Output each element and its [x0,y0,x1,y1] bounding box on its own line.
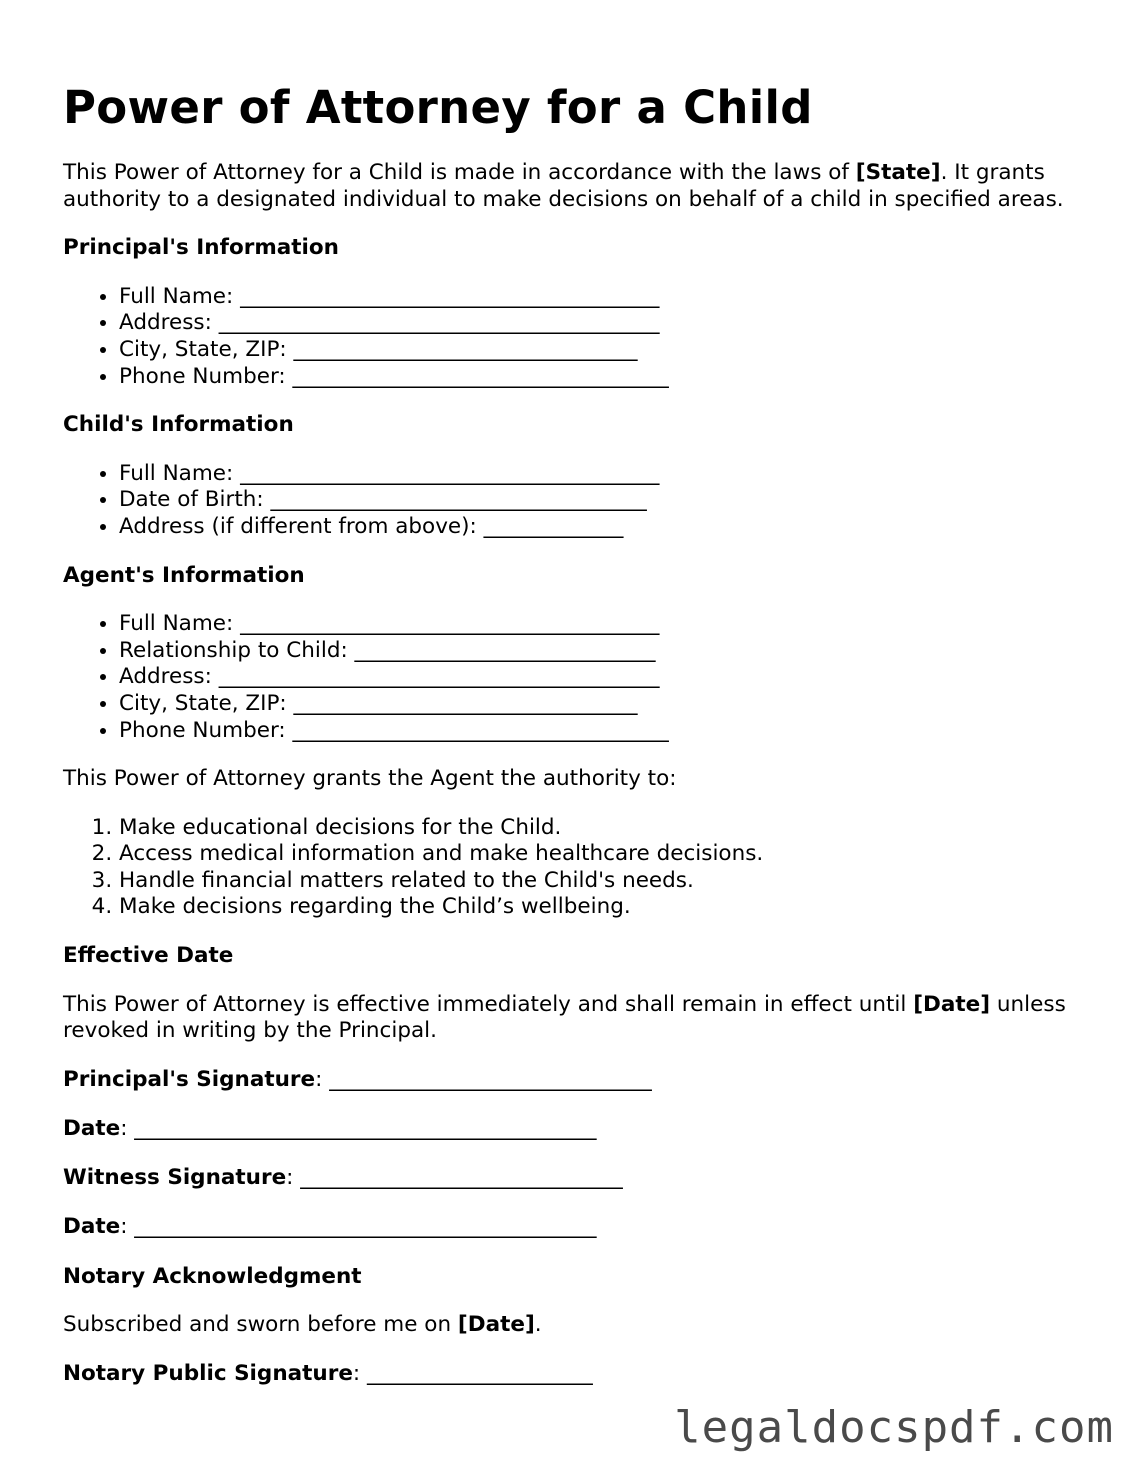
list-item [119,364,1073,391]
watermark: legaldocspdf.com [674,1402,1114,1453]
principal-signature-label: Principal's Signature [63,1066,316,1092]
field-blank[interactable]: _____________ [483,513,624,539]
effective-text-end: unless revoked in writing by the Principal. [63,991,1066,1044]
field-label: Full Name: [119,611,241,637]
notary-signature-blank[interactable]: : _____________________ [352,1360,593,1386]
field-label: Full Name: [119,283,241,309]
notary-heading: Notary Acknowledgment [63,1263,362,1289]
notary-text-end: . [534,1312,542,1338]
list-item [119,514,1073,541]
document-title: Power of Attorney for a Child [63,81,813,134]
principal-fields [63,284,1073,390]
document-page [63,78,1073,1410]
intro-paragraph [63,160,1073,213]
notary-signature-line [63,1361,1073,1388]
list-item [119,638,1073,665]
field-label: Relationship to Child: [119,637,355,663]
field-label: Phone Number: [119,717,293,743]
list-item [119,337,1073,364]
field-label: City, State, ZIP: [119,690,294,716]
principal-heading: Principal's Information [63,235,339,261]
list-item [119,664,1073,691]
notary-signature-label: Notary Public Signature [63,1360,353,1386]
field-label: Address: [119,310,219,336]
field-blank[interactable]: _______________________________________ [240,460,660,486]
principal-signature-line [63,1067,1073,1094]
intro-text-start: This Power of Attorney for a Child is made in accordance with the laws of [63,160,856,185]
grants-intro: This Power of Attorney grants the Agent the authority to: [63,766,677,792]
witness-signature-line [63,1165,1073,1192]
field-blank[interactable]: _________________________________________ [218,664,660,690]
list-item: 1. Make educational decisions for the Child. [119,815,1073,842]
witness-signature-blank[interactable]: : ______________________________ [286,1165,623,1191]
field-label: City, State, ZIP: [119,336,294,362]
date-line [63,1116,1073,1143]
list-item: 2. Access medical information and make healthcare decisions. [119,841,1073,868]
effective-text-start: This Power of Attorney is effective immediately and shall remain in effect until [63,991,914,1017]
field-blank[interactable]: ___________________________________ [270,487,647,513]
list-item [119,718,1073,745]
notary-date-placeholder: [Date] [457,1312,535,1338]
field-label: Address (if different from above): [119,513,484,539]
field-blank[interactable]: _______________________________________ [240,283,660,309]
field-blank[interactable]: _________________________________________ [218,310,660,336]
witness-signature-label: Witness Signature [63,1165,287,1191]
field-blank[interactable]: ___________________________________ [292,363,669,389]
child-heading: Child's Information [63,412,294,438]
list-item: 4. Make decisions regarding the Child’s wellbeing. [119,894,1073,921]
notary-text-start: Subscribed and sworn before me on [63,1312,458,1338]
state-placeholder: [State] [855,160,941,185]
date-blank[interactable]: : ___________________________________________ [120,1214,597,1240]
effective-heading: Effective Date [63,943,234,969]
agent-fields [63,611,1073,744]
list-item [119,310,1073,337]
list-item [119,691,1073,718]
date-line [63,1214,1073,1241]
field-label: Date of Birth: [119,487,271,513]
child-fields [63,461,1073,541]
list-item [119,611,1073,638]
agent-heading: Agent's Information [63,562,305,588]
list-item: 3. Handle financial matters related to the Child's needs. [119,868,1073,895]
field-blank[interactable]: ________________________________ [293,336,638,362]
date-blank[interactable]: : ___________________________________________ [120,1116,597,1142]
notary-paragraph [63,1312,1073,1339]
date-placeholder: [Date] [913,991,991,1017]
effective-paragraph [63,992,1073,1045]
field-blank[interactable]: ___________________________________ [292,717,669,743]
field-label: Phone Number: [119,363,293,389]
grants-list [63,815,1073,921]
date-label: Date [63,1214,121,1240]
date-label: Date [63,1116,121,1142]
list-item [119,487,1073,514]
principal-signature-blank[interactable]: : ______________________________ [315,1066,652,1092]
list-item [119,461,1073,488]
list-item [119,284,1073,311]
field-blank[interactable]: ________________________________ [293,690,638,716]
field-blank[interactable]: ____________________________ [354,637,656,663]
field-label: Address: [119,664,219,690]
intro-text-end: . It grants authority to a designated individual to make decisions on behalf of a child in specified areas. [63,160,1064,212]
field-blank[interactable]: _______________________________________ [240,611,660,637]
field-label: Full Name: [119,460,241,486]
